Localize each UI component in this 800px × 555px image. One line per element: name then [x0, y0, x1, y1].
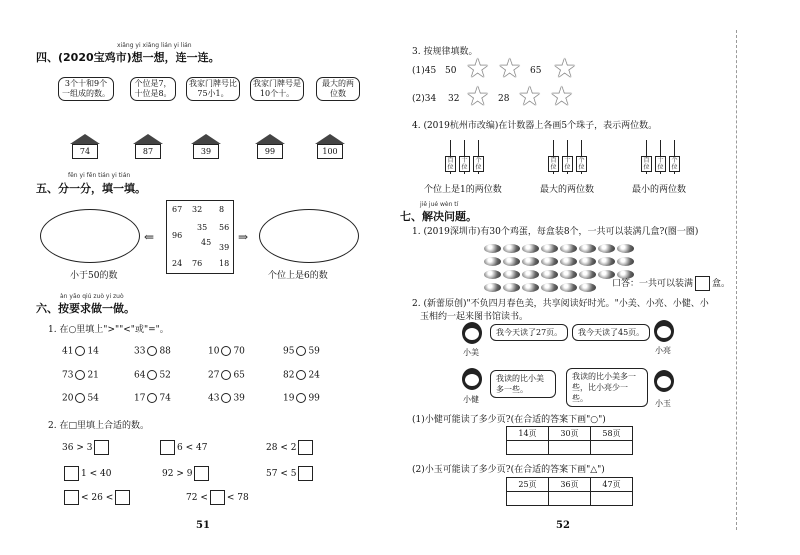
compare-circle[interactable] [147, 370, 157, 380]
num: 8 [219, 205, 225, 214]
fill-item[interactable]: < 26 < [62, 490, 132, 505]
q1-text: 1. 在○里填上">""<"或"="。 [48, 325, 169, 335]
option-cell: 30页 [549, 427, 591, 441]
q3-r1-a: (1)45 [412, 66, 437, 76]
name-xiaoliang: 小亮 [655, 346, 671, 355]
q3-r2-c: 28 [498, 94, 510, 104]
fill-item[interactable]: 72 < < 78 [186, 490, 249, 505]
s7-pinyin: jiě jué wèn tí [420, 201, 459, 208]
abacus-label: 个位 [669, 156, 680, 172]
q3-r2-a: (2)34 [412, 94, 437, 104]
compare-item[interactable]: 19 99 [283, 393, 320, 404]
fill-box[interactable] [64, 466, 79, 481]
house-5[interactable]: 100 [315, 134, 345, 160]
compare-item[interactable]: 43 39 [208, 393, 245, 404]
num: 76 [192, 259, 203, 268]
abacus-1[interactable] [440, 140, 490, 180]
answer-cell[interactable] [549, 492, 591, 506]
house-4[interactable]: 99 [255, 134, 285, 160]
sub2-text: (2)小玉可能读了多少页?(在合适的答案下画"△") [412, 465, 605, 475]
fill-box[interactable] [160, 440, 175, 455]
abacus-label: 十位 [655, 156, 666, 172]
star-blank[interactable]: ★ [550, 82, 574, 112]
compare-item[interactable]: 33 88 [134, 346, 171, 357]
num: 67 [172, 205, 183, 214]
compare-circle[interactable] [147, 346, 157, 356]
star-blank[interactable]: ★ [553, 54, 577, 84]
fill-box[interactable] [298, 466, 313, 481]
house-2[interactable]: 87 [133, 134, 163, 160]
compare-item[interactable]: 64 52 [134, 370, 171, 381]
fill-box[interactable] [194, 466, 209, 481]
fill-item[interactable]: 57 < 5 [266, 466, 315, 481]
q3-title: 3. 按规律填数。 [412, 47, 478, 57]
card-3[interactable]: 我家门牌号比75小1。 [186, 77, 240, 101]
name-xiaojian: 小健 [463, 395, 479, 404]
abacus-3[interactable] [636, 140, 686, 180]
compare-circle[interactable] [221, 346, 231, 356]
num: 18 [219, 259, 230, 268]
left-ellipse[interactable] [40, 209, 140, 263]
abacus-caption-3: 最小的两位数 [632, 185, 687, 195]
option-cell: 14页 [507, 427, 549, 441]
kid-xiaoyu-avatar [654, 370, 674, 392]
s5-pinyin: fēn yi fēn tián yi tián [68, 172, 131, 179]
compare-circle[interactable] [221, 370, 231, 380]
fill-box[interactable] [210, 490, 225, 505]
fill-box[interactable] [94, 440, 109, 455]
fill-box[interactable] [64, 490, 79, 505]
bubble-xiaomei: 我今天读了27页。 [490, 324, 568, 341]
right-ellipse-label: 个位上是6的数 [268, 271, 328, 281]
p1-answer-line: 口答：一共可以装满 盒。 [612, 276, 730, 291]
abacus-2[interactable] [543, 140, 593, 180]
compare-circle[interactable] [147, 393, 157, 403]
compare-circle[interactable] [221, 393, 231, 403]
card-4[interactable]: 我家门牌号是10个十。 [250, 77, 304, 101]
p2-text-a: 2. (新蕾原创)"不负四月春色美，共享阅读好时光。"小美、小亮、小健、小 [412, 299, 709, 309]
num: 24 [172, 259, 183, 268]
options-table-1 [506, 426, 633, 455]
compare-item[interactable]: 20 54 [62, 393, 99, 404]
answer-cell[interactable] [507, 492, 549, 506]
card-1[interactable]: 3个十和9个一组成的数。 [58, 77, 114, 101]
binding-line [736, 30, 737, 530]
answer-cell[interactable] [507, 441, 549, 455]
name-xiaoyu: 小玉 [655, 399, 671, 408]
compare-item[interactable]: 73 21 [62, 370, 99, 381]
left-ellipse-label: 小于50的数 [70, 271, 118, 281]
star-blank[interactable]: ★ [466, 54, 490, 84]
compare-circle[interactable] [75, 370, 85, 380]
house-1[interactable]: 74 [70, 134, 100, 160]
abacus-caption-2: 最大的两位数 [540, 185, 595, 195]
compare-circle[interactable] [296, 393, 306, 403]
compare-item[interactable]: 10 70 [208, 346, 245, 357]
options-table-2 [506, 477, 633, 506]
section-5-heading: 五、分一分，填一填。 [36, 182, 146, 195]
star-blank[interactable]: ★ [466, 82, 490, 112]
compare-item[interactable]: 82 24 [283, 370, 320, 381]
abacus-label: 个位 [473, 156, 484, 172]
option-cell: 36页 [549, 478, 591, 492]
abacus-label: 百位 [548, 156, 559, 172]
compare-item[interactable]: 17 74 [134, 393, 171, 404]
num: 45 [201, 238, 212, 247]
q3-r1-c: 65 [530, 66, 542, 76]
house-3[interactable]: 39 [191, 134, 221, 160]
arrow-left-icon: ⇐ [144, 230, 155, 244]
kid-xiaomei-avatar [462, 322, 482, 344]
bubble-xiaoliang: 我今天读了45页。 [572, 324, 650, 341]
abacus-caption-1: 个位上是1的两位数 [424, 185, 502, 195]
q2-text: 2. 在□里填上合适的数。 [48, 421, 149, 431]
abacus-label: 百位 [445, 156, 456, 172]
name-xiaomei: 小美 [463, 348, 479, 357]
bubble-xiaoyu: 我读的比小美多一些，比小亮少一些。 [566, 368, 648, 407]
page-number-left: 51 [196, 520, 210, 531]
fill-item[interactable]: 6 < 47 [158, 440, 207, 455]
section-6-heading: 六、按要求做一做。 [36, 302, 135, 315]
q3-r2-b: 32 [448, 94, 460, 104]
card-5[interactable]: 最大的两位数 [316, 77, 360, 101]
num: 96 [172, 231, 183, 240]
sub1-text: (1)小健可能读了多少页?(在合适的答案下画"○") [412, 415, 606, 425]
option-cell: 25页 [507, 478, 549, 492]
option-cell: 58页 [591, 427, 633, 441]
answer-cell[interactable] [549, 441, 591, 455]
fill-item[interactable]: 28 < 2 [266, 440, 315, 455]
compare-item[interactable]: 95 59 [283, 346, 320, 357]
fill-item[interactable]: 1 < 40 [62, 466, 111, 481]
star-blank[interactable]: ★ [518, 82, 542, 112]
num: 39 [219, 243, 230, 252]
fill-item[interactable]: 36 > 3 [62, 440, 111, 455]
answer-cell[interactable] [591, 441, 633, 455]
p2-text-b: 玉相约一起来图书馆读书。 [420, 312, 529, 322]
abacus-label: 个位 [576, 156, 587, 172]
compare-circle[interactable] [296, 346, 306, 356]
kid-xiaoliang-avatar [654, 320, 674, 342]
compare-circle[interactable] [75, 393, 85, 403]
num: 35 [197, 223, 208, 232]
s6-pinyin: àn yāo qiú zuò yi zuò [60, 293, 124, 300]
answer-box[interactable] [695, 276, 710, 291]
star-blank[interactable]: ★ [498, 54, 522, 84]
card-2[interactable]: 个位是7，十位是8。 [130, 77, 176, 101]
s4-pinyin: xiǎng yi xiǎng lián yi lián [117, 42, 192, 49]
kid-xiaojian-avatar [462, 368, 482, 390]
fill-box[interactable] [115, 490, 130, 505]
q3-r1-b: 50 [445, 66, 457, 76]
p1-text: 1. (2019深圳市)有30个鸡蛋，每盒装8个，一共可以装满几盒?(圈一圈) [412, 227, 699, 237]
number-box [166, 200, 234, 274]
section-4-heading: 四、(2020宝鸡市)想一想，连一连。 [36, 51, 220, 64]
compare-item[interactable]: 41 14 [62, 346, 99, 357]
fill-item[interactable]: 92 > 9 [162, 466, 211, 481]
bubble-xiaojian: 我读的比小美多一些。 [490, 370, 556, 398]
right-ellipse[interactable] [259, 209, 359, 263]
abacus-label: 百位 [641, 156, 652, 172]
answer-cell[interactable] [591, 492, 633, 506]
page-number-right: 52 [556, 520, 570, 531]
section-7-heading: 七、解决问题。 [400, 210, 477, 223]
num: 56 [219, 223, 230, 232]
option-cell: 47页 [591, 478, 633, 492]
abacus-label: 十位 [459, 156, 470, 172]
fill-box[interactable] [298, 440, 313, 455]
num: 32 [192, 205, 203, 214]
abacus-label: 十位 [562, 156, 573, 172]
q4-title: 4. (2019杭州市改编)在计数器上各画5个珠子，表示两位数。 [412, 121, 658, 131]
compare-circle[interactable] [75, 346, 85, 356]
compare-item[interactable]: 27 65 [208, 370, 245, 381]
arrow-right-icon: ⇒ [238, 230, 249, 244]
compare-circle[interactable] [296, 370, 306, 380]
